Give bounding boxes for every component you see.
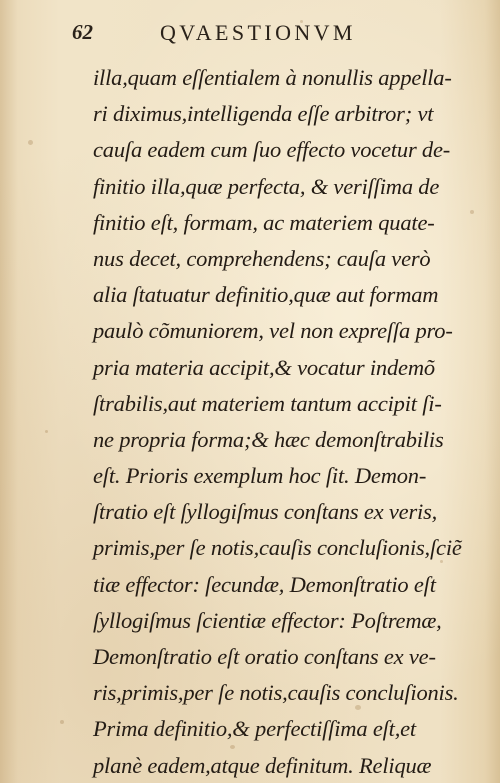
foxing-spot [60,720,64,724]
text-line: ſtrabilis,aut materiem tantum accipit ſi- [93,390,442,416]
text-line: illa,quam eſſentialem à nonullis appella- [93,65,452,90]
text-line: ris,primis,per ſe notis,cauſis concluſionis. [93,680,459,706]
text-line: pria materia accipit,& vocatur indemõ [93,354,435,380]
text-line: ri diximus,intelligenda eſſe arbitror; vt [93,101,434,127]
text-line: Prima definitio,& perfectiſſima eſt,et [93,716,416,742]
text-line: planè eadem,atque definitum. Reliquæ [93,752,432,778]
text-line: alia ſtatuatur definitio,quæ aut formam [93,282,439,308]
text-line: paulò cõmuniorem, vel non expreſſa pro- [93,318,453,344]
text-line: finitio eſt, formam, ac materiem quate- [93,209,435,235]
page-header [0,18,500,50]
text-line: nus decet, comprehendens; cauſa verò [93,245,431,271]
text-line: eſt. Prioris exemplum hoc ſit. Demon- [93,463,427,489]
text-line: ne propria forma;& hæc demonſtrabilis [93,426,444,452]
foxing-spot [28,140,33,145]
foxing-spot [45,430,48,433]
text-line: Demonſtratio eſt oratio conſtans ex ve- [93,644,436,669]
body-text [93,60,473,783]
text-line: finitio illa,quæ perfecta, & veriſſima de [93,173,440,199]
running-head: QVAESTIONVM [160,20,356,45]
text-line: tiæ effector: ſecundæ, Demonſtratio eſt [93,571,436,597]
text-line: cauſa eadem cum ſuo effecto vocetur de- [93,137,451,163]
text-line: ſtratio eſt ſyllogiſmus conſtans ex veris, [93,499,438,525]
text-line: primis,per ſe notis,cauſis concluſionis,ſciẽ [93,535,462,561]
page-number: 62 [72,20,93,44]
text-line: ſyllogiſmus ſcientiæ effector: Poſtremæ, [93,607,442,633]
